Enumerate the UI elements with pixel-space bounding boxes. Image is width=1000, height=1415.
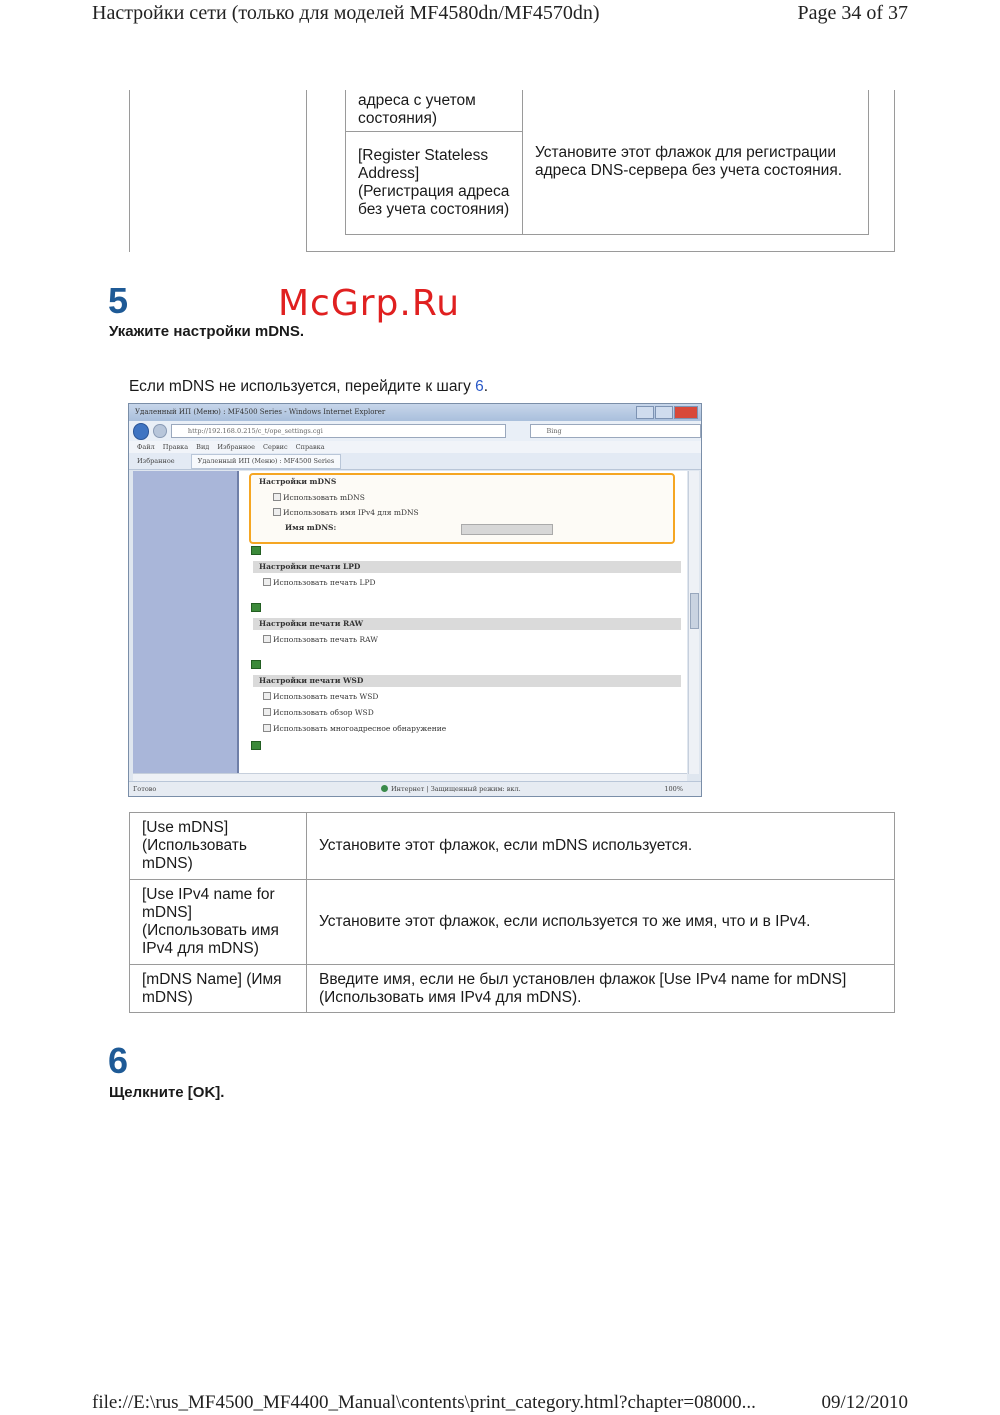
checkbox-icon[interactable] [273, 508, 281, 516]
browser-menu-bar[interactable]: Файл Правка Вид Избранное Сервис Справка [129, 441, 701, 453]
scrollbar-thumb[interactable] [690, 593, 699, 629]
step-note-text: Если mDNS не используется, перейдите к шагу [129, 378, 476, 395]
watermark-text: McGrp.Ru [278, 283, 461, 324]
close-button[interactable] [674, 406, 698, 419]
page-number: Page 34 of 37 [797, 2, 908, 24]
table-cell-desc: Установите этот флажок, если mDNS используется. [307, 813, 895, 880]
browser-status-bar [129, 781, 701, 796]
url-input[interactable]: http://192.168.0.215/c_t/ope_settings.cgi [171, 424, 506, 438]
checkbox-icon[interactable] [263, 578, 271, 586]
use-mdns-option[interactable] [273, 493, 365, 502]
use-wsd-option[interactable] [263, 692, 378, 701]
use-raw-option[interactable] [263, 635, 378, 644]
browser-title-bar [129, 404, 701, 421]
mdns-name-input[interactable] [461, 524, 553, 535]
use-wsd-browse-label: Использовать обзор WSD [273, 708, 374, 717]
table-cell-term: [Use mDNS] (Использовать mDNS) [130, 813, 307, 880]
checkbox-icon[interactable] [273, 493, 281, 501]
page-header-title: Настройки сети (только для моделей MF4580dn/MF4570dn) [92, 2, 600, 24]
favorites-button[interactable]: Избранное [137, 457, 175, 465]
use-multicast-option[interactable] [263, 724, 446, 733]
status-zone [381, 782, 521, 796]
footer-date: 09/12/2010 [821, 1392, 908, 1413]
table-row [346, 90, 869, 131]
table-cell-term: адреса с учетом состояния) [346, 90, 523, 131]
table-cell-term: [Register Stateless Address] (Регистрация адреса без учета состояния) [346, 131, 523, 234]
browser-viewport [133, 471, 687, 774]
checkbox-icon[interactable] [263, 692, 271, 700]
footer-path: file://E:\rus_MF4500_MF4400_Manual\contents\print_category.html?chapter=08000... [92, 1392, 756, 1413]
use-multicast-label: Использовать многоадресное обнаружение [273, 724, 447, 733]
mdns-name-label: Имя mDNS: [285, 523, 337, 532]
frame-inner-line [306, 90, 307, 252]
table-cell-desc: Установите этот флажок для регистрации адреса DNS-сервера без учета состояния. [523, 90, 869, 234]
use-ipv4-name-label: Использовать имя IPv4 для mDNS [283, 508, 419, 517]
table-cell-desc: Введите имя, если не был установлен флажок [Use IPv4 name for mDNS] (Использовать имя IPv4 для mDNS). [307, 965, 895, 1013]
globe-icon [381, 785, 388, 792]
step-number-5: 5 [108, 280, 129, 321]
use-wsd-browse-option[interactable] [263, 708, 374, 717]
step-title-5: Укажите настройки mDNS. [109, 323, 305, 340]
expand-icon[interactable] [251, 603, 261, 612]
forward-icon[interactable] [153, 424, 167, 438]
step-note [129, 378, 488, 396]
checkbox-icon[interactable] [263, 708, 271, 716]
maximize-button[interactable] [655, 406, 673, 419]
search-input[interactable]: Bing [530, 424, 702, 438]
checkbox-icon[interactable] [263, 724, 271, 732]
mdns-settings-table [129, 812, 895, 1013]
mdns-settings-highlight [249, 473, 675, 544]
table-row [130, 880, 895, 965]
step-number-6: 6 [108, 1040, 129, 1081]
use-raw-label: Использовать печать RAW [273, 635, 378, 644]
table-cell-desc: Установите этот флажок, если используется то же имя, что и в IPv4. [307, 880, 895, 965]
lpd-heading: Настройки печати LPD [253, 561, 681, 573]
browser-screenshot [128, 403, 702, 797]
browser-tab[interactable]: Удаленный ИП (Меню) : MF4500 Series [191, 454, 342, 469]
sidebar-menu [133, 471, 239, 774]
step-6-link[interactable]: 6 [475, 378, 484, 395]
frame-right-line [894, 90, 895, 252]
browser-title: Удаленный ИП (Меню) : MF4500 Series - Windows Internet Explorer [135, 408, 386, 416]
status-zone-text: Интернет | Защищенный режим: вкл. [391, 785, 521, 793]
mdns-heading: Настройки mDNS [259, 477, 337, 486]
expand-icon[interactable] [251, 660, 261, 669]
frame-bottom-line [306, 251, 895, 252]
window-controls [636, 406, 698, 419]
stateless-address-table [345, 90, 869, 235]
raw-heading: Настройки печати RAW [253, 618, 681, 630]
use-lpd-option[interactable] [263, 578, 376, 587]
use-ipv4-name-option[interactable] [273, 508, 419, 517]
browser-address-bar [129, 421, 701, 441]
table-row [130, 965, 895, 1013]
step-title-6: Щелкните [OK]. [109, 1084, 225, 1101]
vertical-scrollbar[interactable] [688, 471, 699, 774]
use-mdns-label: Использовать mDNS [283, 493, 365, 502]
table-cell-term: [Use IPv4 name for mDNS] (Использовать имя IPv4 для mDNS) [130, 880, 307, 965]
status-ready: Готово [133, 785, 157, 793]
minimize-button[interactable] [636, 406, 654, 419]
expand-icon[interactable] [251, 741, 261, 750]
table-row [130, 813, 895, 880]
expand-icon[interactable] [251, 546, 261, 555]
back-icon[interactable] [133, 423, 149, 440]
settings-content [243, 471, 687, 774]
favorites-bar [129, 453, 701, 470]
wsd-heading: Настройки печати WSD [253, 675, 681, 687]
zoom-level[interactable]: 100% [664, 785, 683, 793]
table-cell-term: [mDNS Name] (Имя mDNS) [130, 965, 307, 1013]
step-note-suffix: . [483, 378, 489, 395]
use-lpd-label: Использовать печать LPD [273, 578, 376, 587]
frame-left-line [129, 90, 130, 252]
checkbox-icon[interactable] [263, 635, 271, 643]
use-wsd-label: Использовать печать WSD [273, 692, 379, 701]
